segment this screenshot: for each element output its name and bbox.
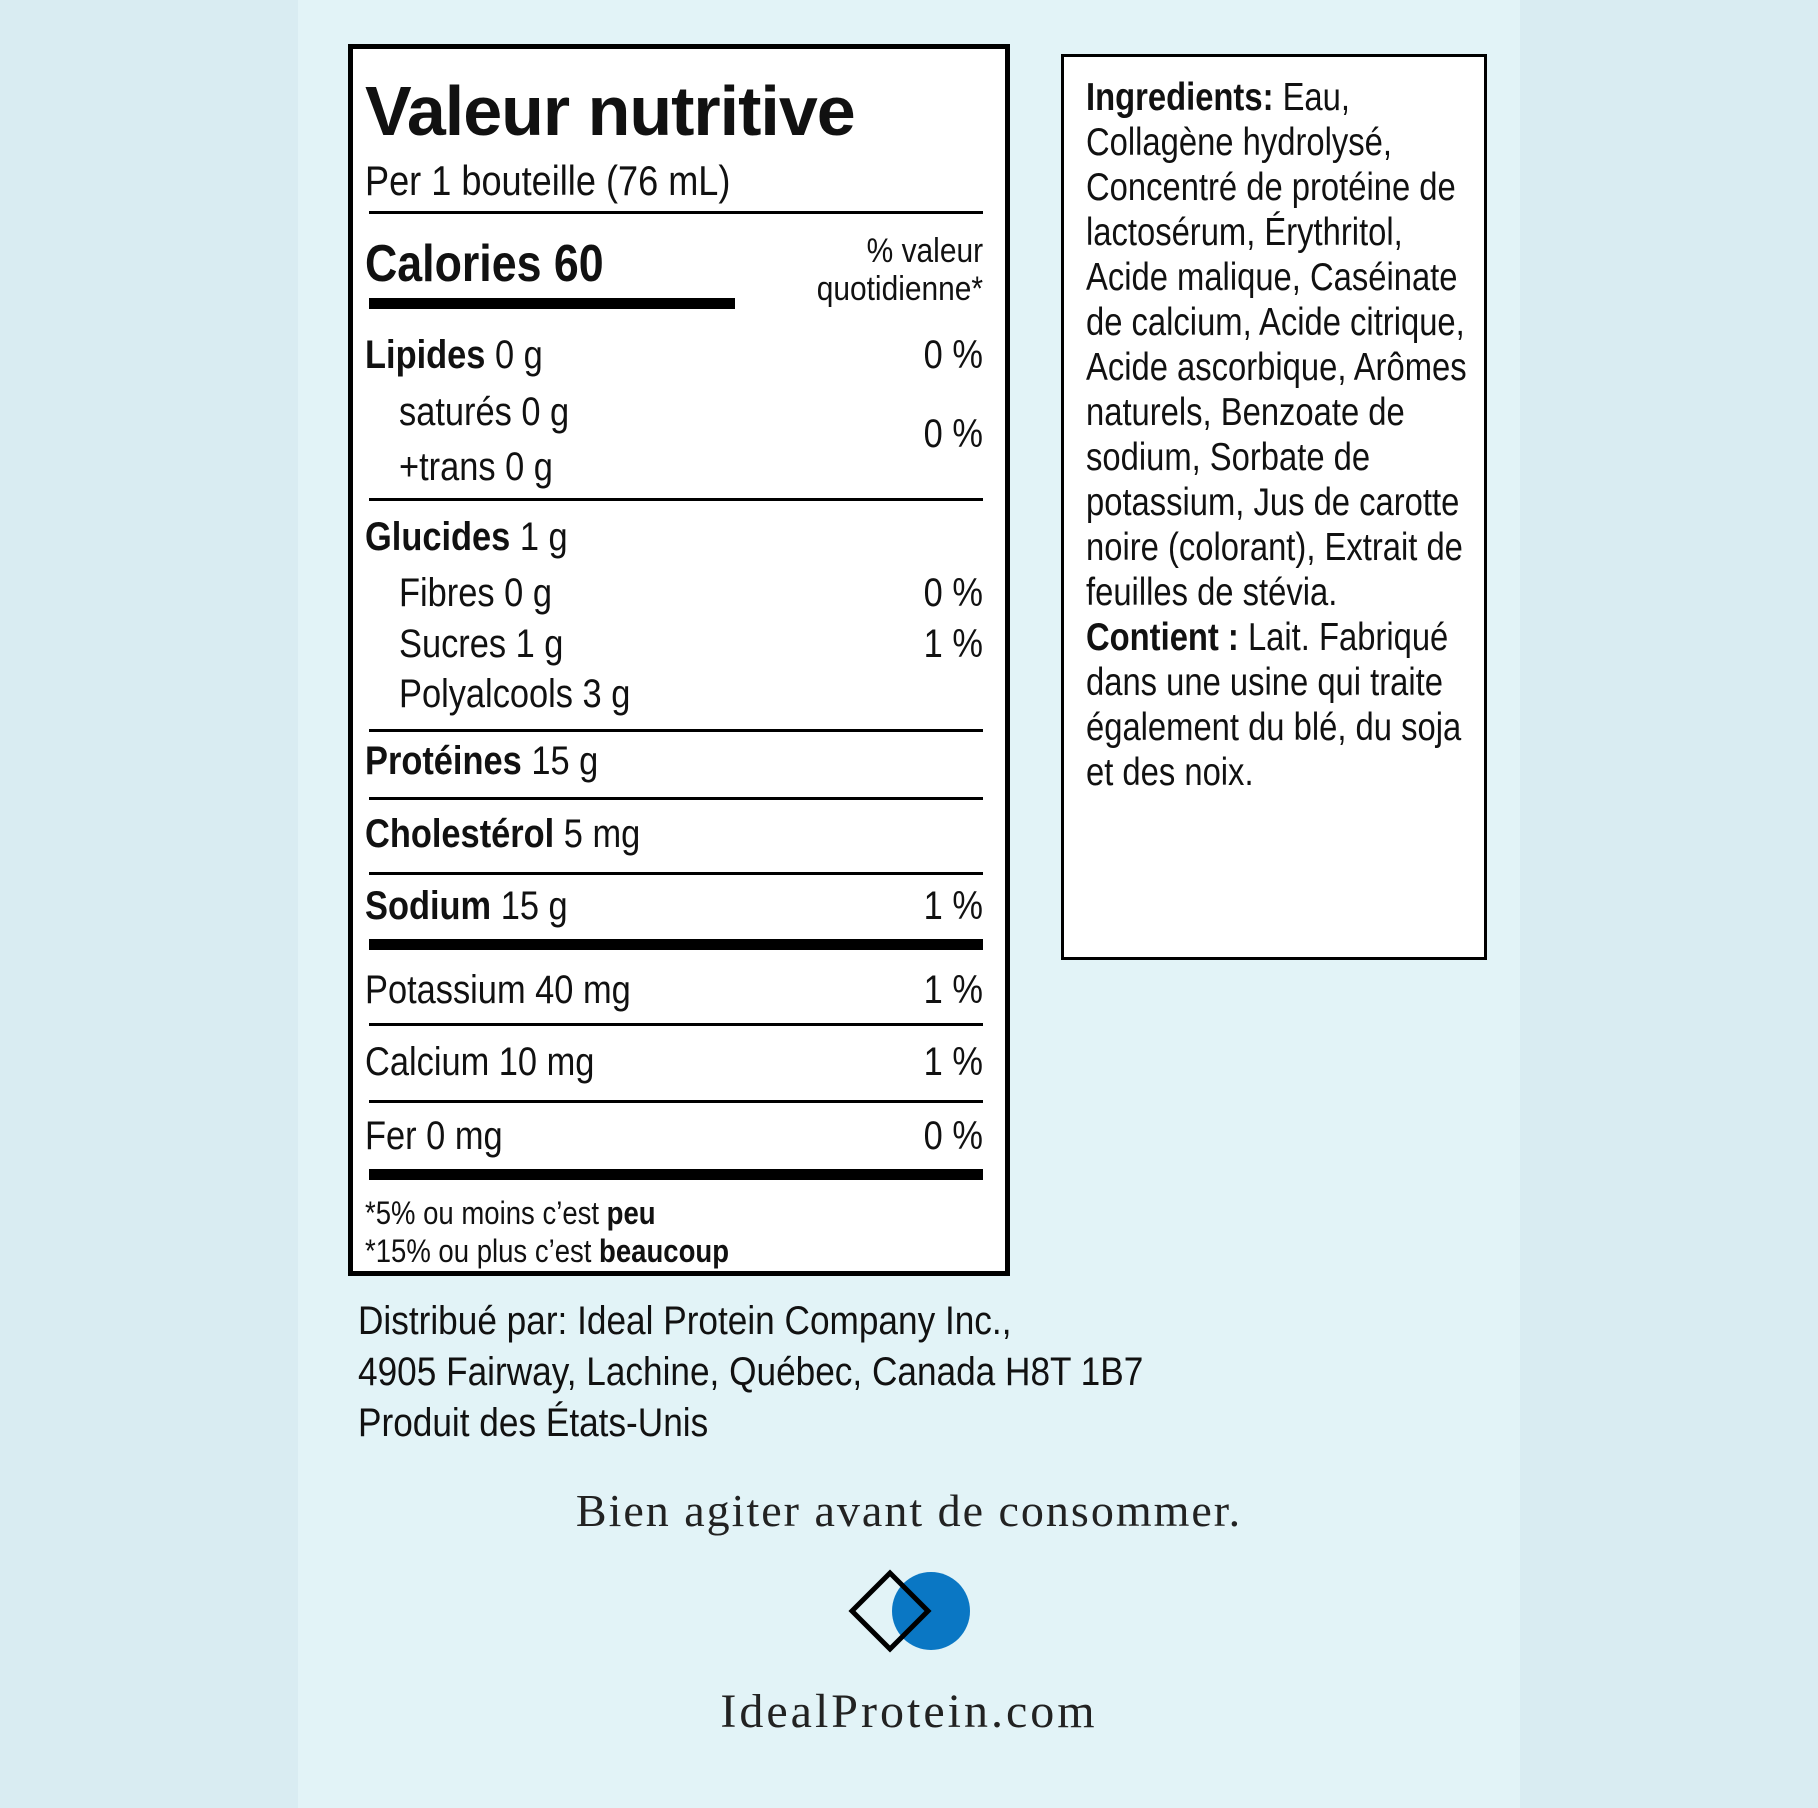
row-lipides: Lipides 0 g 0 % bbox=[365, 333, 983, 377]
shake-note: Bien agiter avant de consommer. bbox=[575, 1485, 1243, 1536]
row-cholesterol: Cholestérol 5 mg bbox=[365, 812, 641, 856]
divider bbox=[369, 797, 983, 800]
row-calcium: Calcium 10 mg 1 % bbox=[365, 1040, 983, 1084]
calories: Calories 60 bbox=[365, 235, 604, 293]
daily-value-header: % valeur quotidienne* bbox=[816, 232, 983, 308]
row-proteines: Protéines 15 g bbox=[365, 739, 599, 783]
row-polyalcools: Polyalcools 3 g bbox=[399, 672, 631, 716]
ingredients-box bbox=[1061, 54, 1487, 960]
divider bbox=[369, 872, 983, 875]
footnote-high: *15% ou plus c’est beaucoup bbox=[365, 1233, 730, 1269]
footnote-low: *5% ou moins c’est peu bbox=[365, 1195, 656, 1231]
row-sat-trans-dv: 0 % bbox=[923, 412, 983, 456]
row-potassium: Potassium 40 mg 1 % bbox=[365, 968, 983, 1012]
ingredients-label: Ingredients: bbox=[1086, 76, 1274, 119]
row-fibres: Fibres 0 g 0 % bbox=[399, 571, 983, 615]
row-satures: saturés 0 g bbox=[399, 390, 570, 434]
row-glucides: Glucides 1 g bbox=[365, 515, 568, 559]
contains-label: Contient : bbox=[1086, 616, 1239, 659]
divider bbox=[369, 729, 983, 732]
divider-thick bbox=[369, 1169, 983, 1180]
distributor-info: Distribué par: Ideal Protein Company Inc., 4905 Fairway, Lachine, Québec, Canada H8T 1B7 Produit des États-Unis bbox=[358, 1299, 1144, 1445]
serving-size: Per 1 bouteille (76 mL) bbox=[365, 157, 731, 204]
divider bbox=[369, 211, 983, 214]
calories-underline bbox=[369, 298, 735, 309]
diamond-circle-logo-icon bbox=[848, 1566, 978, 1656]
website: IdealProtein.com bbox=[720, 1685, 1098, 1738]
divider bbox=[369, 498, 983, 501]
row-sodium: Sodium 15 g 1 % bbox=[365, 884, 983, 928]
row-sucres: Sucres 1 g 1 % bbox=[399, 622, 983, 666]
divider-thick bbox=[369, 939, 983, 950]
ingredients-text: Eau, Collagène hydrolysé, Concentré de protéine de lactosérum, Érythritol, Acide malique, Caséinate de calcium, Acide citrique, Acide ascorbique, Arômes naturels, Benzoate de sodium, Sorbate de potassium, Jus de carotte noire (colorant), Extrait de feuilles de stévia. bbox=[1086, 76, 1467, 614]
divider bbox=[369, 1100, 983, 1103]
row-fer: Fer 0 mg 0 % bbox=[365, 1114, 983, 1158]
nutrition-facts-table bbox=[348, 44, 1010, 1276]
row-trans: +trans 0 g bbox=[399, 445, 553, 489]
divider bbox=[369, 1023, 983, 1026]
contains-text: Lait. Fabriqué dans une usine qui traite également du blé, du soja et des noix. bbox=[1086, 616, 1462, 794]
nutrition-title: Valeur nutritive bbox=[365, 72, 855, 150]
